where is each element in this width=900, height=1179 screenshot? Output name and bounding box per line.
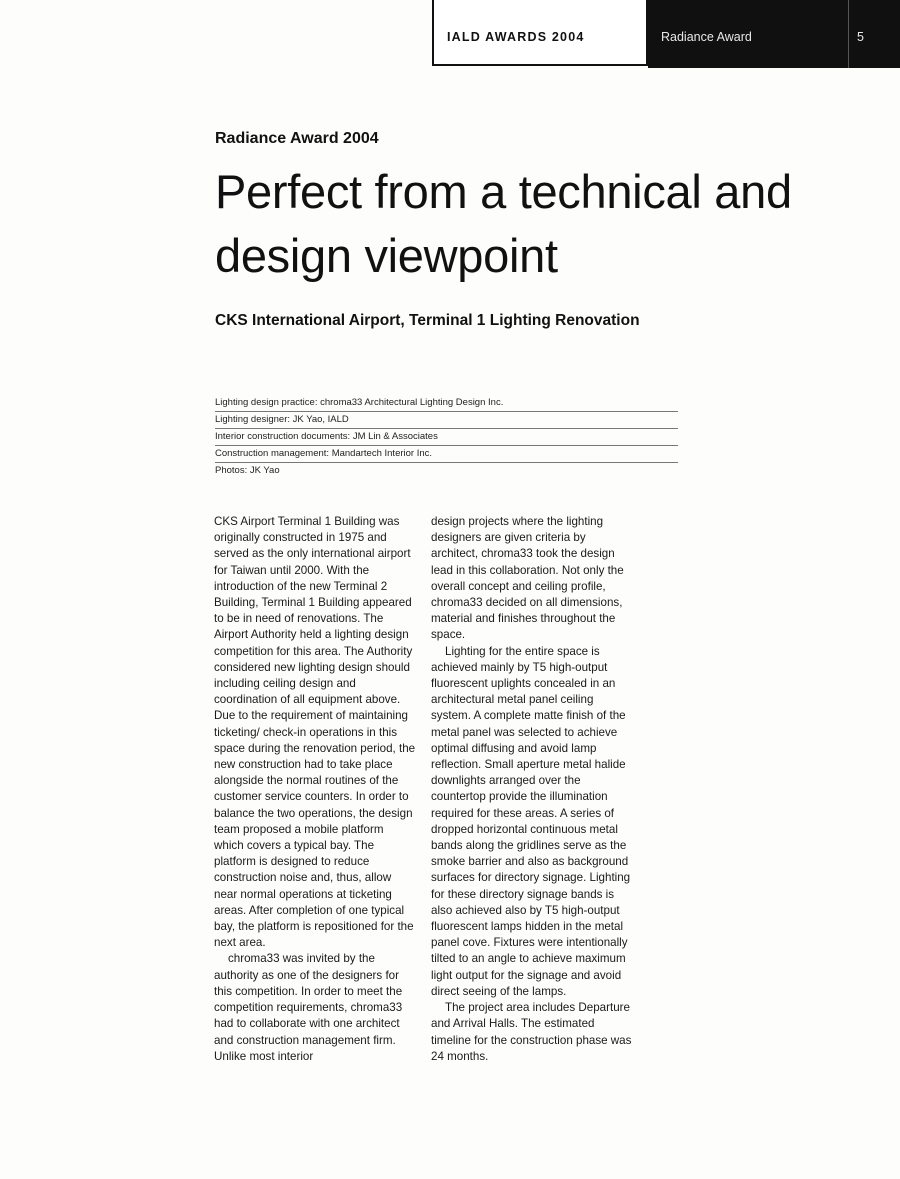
- header-section-label: IALD AWARDS 2004: [447, 30, 585, 44]
- header-category-label: Radiance Award: [661, 30, 752, 44]
- body-paragraph: The project area includes Departure and Arrival Halls. The estimated timeline for the construction phase was 24 months.: [431, 1001, 632, 1063]
- running-header-category: [648, 0, 848, 68]
- running-header-section: [432, 0, 648, 66]
- body-paragraph: CKS Airport Terminal 1 Building was originally constructed in 1975 and served as the only international airport for Taiwan until 2000. With the introduction of the new Terminal 2 Building, Terminal 1 Building appeared to be in need of renovations. The Airport Authority held a lighting design competition for this area. The Authority considered new lighting design should including ceiling design and coordination of all equipment above. Due to the requirement of maintaining ticketing/ check-in operations in this space during the renovation period, the new construction had to take place alongside the normal routines of the customer service counters. In order to balance the two operations, the design team proposed a mobile platform which covers a typical bay. The platform is designed to reduce construction noise and, thus, allow near normal operations at ticketing areas. After completion of one typical bay, the platform is repositioned for the next area.: [214, 515, 416, 950]
- article-subtitle: CKS International Airport, Terminal 1 Lighting Renovation: [215, 312, 640, 329]
- credit-item: Lighting designer: JK Yao, IALD: [215, 412, 678, 429]
- article-title: Perfect from a technical and design viewpoint: [215, 165, 792, 282]
- body-paragraph: chroma33 was invited by the authority as one of the designers for this competition. In order to meet the competition requirements, chroma33 had to collaborate with one architect and construction management firm. Unlike most interior: [214, 952, 403, 1063]
- credit-item: Lighting design practice: chroma33 Architectural Lighting Design Inc.: [215, 395, 678, 412]
- article-kicker: Radiance Award 2004: [215, 130, 379, 147]
- body-column-1: [214, 514, 416, 1065]
- page-number-box: [848, 0, 900, 68]
- page-number: 5: [857, 30, 864, 44]
- body-column-2: [431, 514, 633, 1065]
- body-paragraph: Lighting for the entire space is achieved mainly by T5 high-output fluorescent uplights concealed in an architectural metal panel ceiling system. A complete matte finish of the metal panel was selected to achieve optimal diffusing and avoid lamp reflection. Small aperture metal halide downlights arranged over the countertop provide the illumination required for these areas. A series of dropped horizontal continuous metal bands along the gridlines serve as the smoke barrier and also as background surfaces for directory signage. Lighting for these directory signage bands is also achieved also by T5 high-output fluorescent lamps hidden in the metal panel cove. Fixtures were intentionally tilted to an angle to achieve maximum light output for the signage and avoid direct seeing of the lamps.: [431, 644, 631, 998]
- credit-item: Photos: JK Yao: [215, 465, 280, 476]
- credit-item: Construction management: Mandartech Interior Inc.: [215, 446, 678, 463]
- credits-list: [215, 395, 678, 479]
- body-paragraph: design projects where the lighting designers are given criteria by architect, chroma33 took the design lead in this collaboration. Not only the overall concept and ceiling profile, chroma33 decided on all dimensions, material and finishes throughout the space.: [431, 515, 624, 642]
- credit-item: Interior construction documents: JM Lin & Associates: [215, 429, 678, 446]
